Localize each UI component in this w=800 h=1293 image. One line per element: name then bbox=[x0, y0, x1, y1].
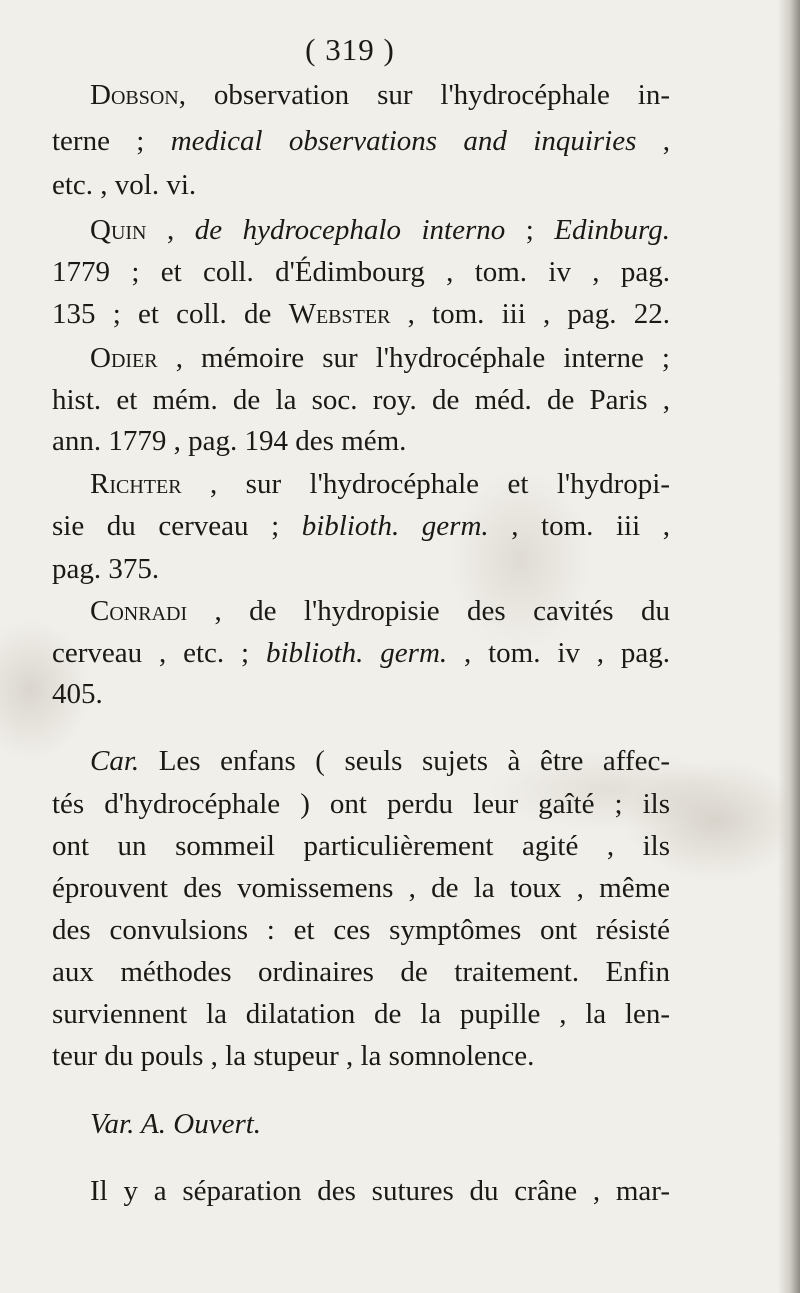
text-line: Richter , sur l'hydrocéphale et l'hydropi- bbox=[90, 468, 670, 500]
text-line: ont un sommeil particulièrement agité , ils bbox=[52, 830, 670, 862]
author-name: Webster bbox=[288, 298, 391, 330]
text-line: 135 ; et coll. de Webster , tom. iii , pag. 22. bbox=[52, 298, 670, 330]
text-line: aux méthodes ordinaires de traitement. Enfin bbox=[52, 956, 670, 988]
text-line: cerveau , etc. ; biblioth. germ. , tom. iv , pag. bbox=[52, 637, 670, 669]
work-title: biblioth. germ. bbox=[265, 637, 448, 669]
section-heading: Var. A. Ouvert. bbox=[90, 1108, 262, 1140]
text-line: des convulsions : et ces symptômes ont résisté bbox=[52, 914, 670, 946]
text-line: Dobson, observation sur l'hydrocéphale in- bbox=[90, 79, 670, 111]
work-title: medical observations and inquiries bbox=[170, 125, 637, 157]
text-line: hist. et mém. de la soc. roy. de méd. de Paris , bbox=[52, 384, 670, 416]
work-title: de hydrocephalo interno bbox=[194, 214, 506, 246]
section-label: Car. bbox=[90, 745, 140, 777]
author-name: Dobson bbox=[90, 79, 179, 111]
author-name: Odier bbox=[90, 342, 158, 374]
text-line: ann. 1779 , pag. 194 des mém. bbox=[52, 425, 407, 457]
text-line: Quin , de hydrocephalo interno ; Edinburg. bbox=[90, 214, 670, 246]
work-title: biblioth. germ. bbox=[301, 510, 489, 542]
page-number: ( 319 ) bbox=[305, 32, 395, 67]
text-line: Conradi , de l'hydropisie des cavités du bbox=[90, 595, 670, 627]
text-line: etc. , vol. vi. bbox=[52, 169, 197, 201]
text-line: 1779 ; et coll. d'Édimbourg , tom. iv , pag. bbox=[52, 256, 670, 288]
author-name: Quin bbox=[90, 214, 147, 246]
text-line: 405. bbox=[52, 678, 103, 710]
text-line: Car. Les enfans ( seuls sujets à être affec- bbox=[90, 745, 670, 777]
text-line: terne ; medical observations and inquiries , bbox=[52, 125, 671, 157]
text-line: tés d'hydrocéphale ) ont perdu leur gaîté ; ils bbox=[52, 788, 670, 820]
text-line: Odier , mémoire sur l'hydrocéphale interne ; bbox=[90, 342, 670, 374]
page-edge-shadow bbox=[778, 0, 800, 1293]
author-name: Richter bbox=[90, 468, 182, 500]
text-line: surviennent la dilatation de la pupille , la len- bbox=[52, 998, 670, 1030]
text-line: éprouvent des vomissemens , de la toux , même bbox=[52, 872, 670, 904]
text-line: sie du cerveau ; biblioth. germ. , tom. iii , bbox=[52, 510, 670, 542]
text-line: Il y a séparation des sutures du crâne , mar- bbox=[90, 1175, 670, 1207]
text-line: teur du pouls , la stupeur , la somnolence. bbox=[52, 1040, 535, 1072]
author-name: Conradi bbox=[90, 595, 188, 627]
text-line: pag. 375. bbox=[52, 553, 160, 585]
